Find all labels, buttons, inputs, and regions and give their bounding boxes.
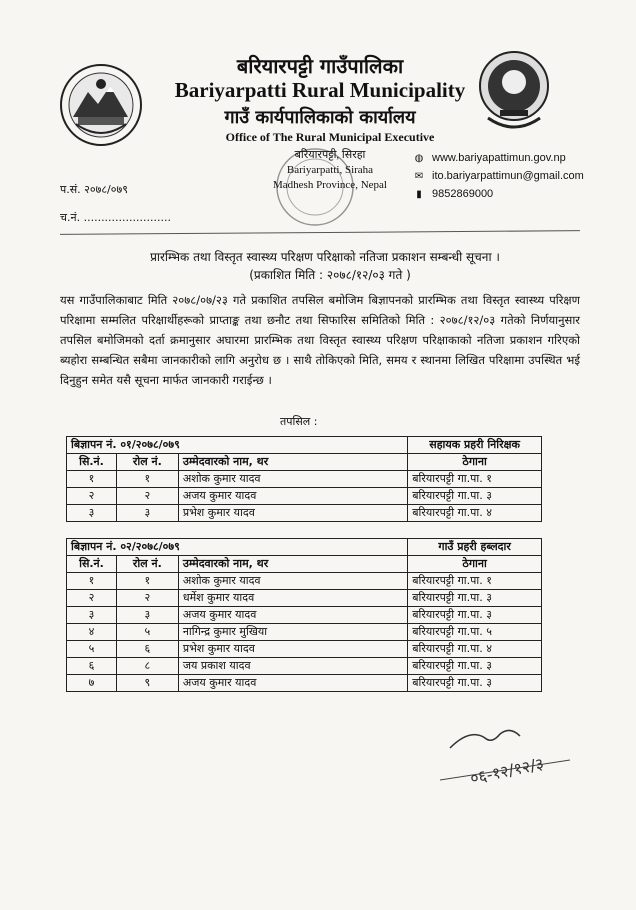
cell-roll: २: [116, 488, 178, 505]
cell-sn: २: [67, 488, 117, 505]
cell-address: बरियारपट्टी गा.पा. ३: [408, 607, 542, 624]
cell-name: अजय कुमार यादव: [178, 607, 407, 624]
table-row: [67, 658, 542, 675]
address-line: बरियारपट्टी, सिरहा: [294, 149, 366, 161]
header-divider: [60, 230, 580, 235]
cell-address: बरियारपट्टी गा.पा. ३: [408, 675, 542, 692]
post-name: सहायक प्रहरी निरिक्षक: [408, 437, 542, 454]
result-table-2: [66, 538, 542, 692]
details-label: तपसिल :: [280, 415, 318, 428]
cell-roll: १: [116, 471, 178, 488]
phone-icon: ▮: [416, 188, 422, 200]
cell-name: प्रभेश कुमार यादव: [178, 505, 407, 522]
notice-subject: प्रारम्भिक तथा विस्तृत स्वास्थ्य परिक्षण परिक्षाको नतिजा प्रकाशन सम्बन्धी सूचना ।: [150, 250, 500, 264]
cell-address: बरियारपट्टी गा.पा. ४: [408, 641, 542, 658]
table-header-row: [67, 556, 542, 573]
col-header: रोल नं.: [116, 556, 178, 573]
nepal-emblem-logo: [58, 62, 144, 148]
table-section-header: [67, 437, 542, 454]
table-row: [67, 624, 542, 641]
cell-address: बरियारपट्टी गा.पा. ४: [408, 505, 542, 522]
cell-address: बरियारपट्टी गा.पा. ५: [408, 624, 542, 641]
table-row: [67, 471, 542, 488]
cell-name: अजय कुमार यादव: [178, 675, 407, 692]
cell-sn: ६: [67, 658, 117, 675]
cell-roll: ६: [116, 641, 178, 658]
mail-icon: ✉: [414, 170, 424, 182]
reference-number: प.सं. २०७८/०७९: [60, 183, 128, 196]
table-header-row: [67, 454, 542, 471]
cell-address: बरियारपट्टी गा.पा. १: [408, 573, 542, 590]
col-header: उम्मेदवारको नाम, थर: [178, 454, 407, 471]
cell-sn: ३: [67, 607, 117, 624]
cell-sn: १: [67, 573, 117, 590]
cell-sn: ४: [67, 624, 117, 641]
advert-number: बिज्ञापन नं. ०२/२०७८/०७९: [67, 539, 408, 556]
cell-roll: ३: [116, 607, 178, 624]
cell-roll: ९: [116, 675, 178, 692]
cell-roll: ३: [116, 505, 178, 522]
cell-name: अशोक कुमार यादव: [178, 471, 407, 488]
col-header: रोल नं.: [116, 454, 178, 471]
office-address: [230, 148, 430, 193]
cell-name: अजय कुमार यादव: [178, 488, 407, 505]
col-header: ठेगाना: [408, 454, 542, 471]
cell-name: जय प्रकाश यादव: [178, 658, 407, 675]
cell-sn: १: [67, 471, 117, 488]
office-name-en: Office of The Rural Municipal Executive: [225, 130, 435, 144]
cell-sn: २: [67, 590, 117, 607]
advert-number: बिज्ञापन नं. ०१/२०७८/०७९: [67, 437, 408, 454]
table-row: [67, 505, 542, 522]
cell-name: धर्मेश कुमार यादव: [178, 590, 407, 607]
municipality-name-en: Bariyarpatti Rural Municipality: [174, 78, 466, 102]
cell-address: बरियारपट्टी गा.पा. ३: [408, 488, 542, 505]
notice-body: यस गाउँपालिकाबाट मिति २०७८/०७/२३ गते प्रकाशित तपसिल बमोजिम बिज्ञापनको प्रारम्भिक तथा विस्तृत स्वास्थ्य परिक्षण परिक्षामा सम्मलित परिक्षार्थीहरूको प्राप्ताङ्क तथा छनौट तथा सिफारिस समितिको मिति : २०७८/१२/०३ गतेको निर्णयानुसार तपसिल बमोजिमको दर्ता क्रमानुसार अघारमा प्रारम्भिक तथा विस्तृत स्वास्थ्य परिक्षण परिक्षाकाको नतिजा प्रकाशन गरिएको ब्यहोरा सम्बन्धित सबैमा जानकारीको लागि अनुरोध छ । साथै तोकिएको मिति, समय र स्थानमा लिखित परिक्षामा उपस्थित भई दिनुहुन समेत यसै सूचना मार्फत जानकारी गराईन्छ ।: [60, 293, 580, 387]
signature-date: ०६-१२/१२/३: [468, 753, 546, 788]
result-table-1: [66, 436, 542, 522]
cell-sn: ५: [67, 641, 117, 658]
cell-address: बरियारपट्टी गा.पा. ३: [408, 590, 542, 607]
cell-sn: ३: [67, 505, 117, 522]
email-text: ito.bariyarpattimun@gmail.com: [432, 170, 584, 182]
cell-name: प्रभेश कुमार यादव: [178, 641, 407, 658]
cell-sn: ७: [67, 675, 117, 692]
cell-name: नागिन्द्र कुमार मुखिया: [178, 624, 407, 641]
col-header: सि.नं.: [67, 454, 117, 471]
contact-website: [412, 152, 566, 164]
table-row: [67, 573, 542, 590]
phone-text: 9852869000: [432, 188, 494, 200]
cell-roll: ८: [116, 658, 178, 675]
cell-address: बरियारपट्टी गा.पा. १: [408, 471, 542, 488]
office-name-np: गाउँ कार्यपालिकाको कार्यालय: [224, 107, 416, 128]
dispatch-number: च.नं. .........................: [60, 211, 171, 224]
col-header: ठेगाना: [408, 556, 542, 573]
cell-roll: २: [116, 590, 178, 607]
website-text: www.bariyapattimun.gov.np: [432, 152, 566, 164]
globe-icon: ◍: [414, 152, 424, 164]
cell-roll: ५: [116, 624, 178, 641]
table-row: [67, 590, 542, 607]
cell-name: अशोक कुमार यादव: [178, 573, 407, 590]
handwritten-signature: [430, 720, 580, 790]
table-section-header: [67, 539, 542, 556]
municipality-name-np: बरियारपट्टी गाउँपालिका: [236, 54, 404, 78]
cell-roll: १: [116, 573, 178, 590]
col-header: सि.नं.: [67, 556, 117, 573]
col-header: उम्मेदवारको नाम, थर: [178, 556, 407, 573]
contact-email: [412, 170, 584, 182]
address-line: Bariyarpatti, Siraha: [286, 164, 374, 176]
table-row: [67, 607, 542, 624]
table-row: [67, 675, 542, 692]
address-line: Madhesh Province, Nepal: [273, 179, 387, 191]
contact-phone: [412, 188, 493, 200]
published-date: (प्रकाशित मिति : २०७८/१२/०३ गते ): [249, 268, 411, 282]
cell-address: बरियारपट्टी गा.पा. ३: [408, 658, 542, 675]
post-name: गाउँ प्रहरी हब्लदार: [408, 539, 542, 556]
table-row: [67, 488, 542, 505]
table-row: [67, 641, 542, 658]
